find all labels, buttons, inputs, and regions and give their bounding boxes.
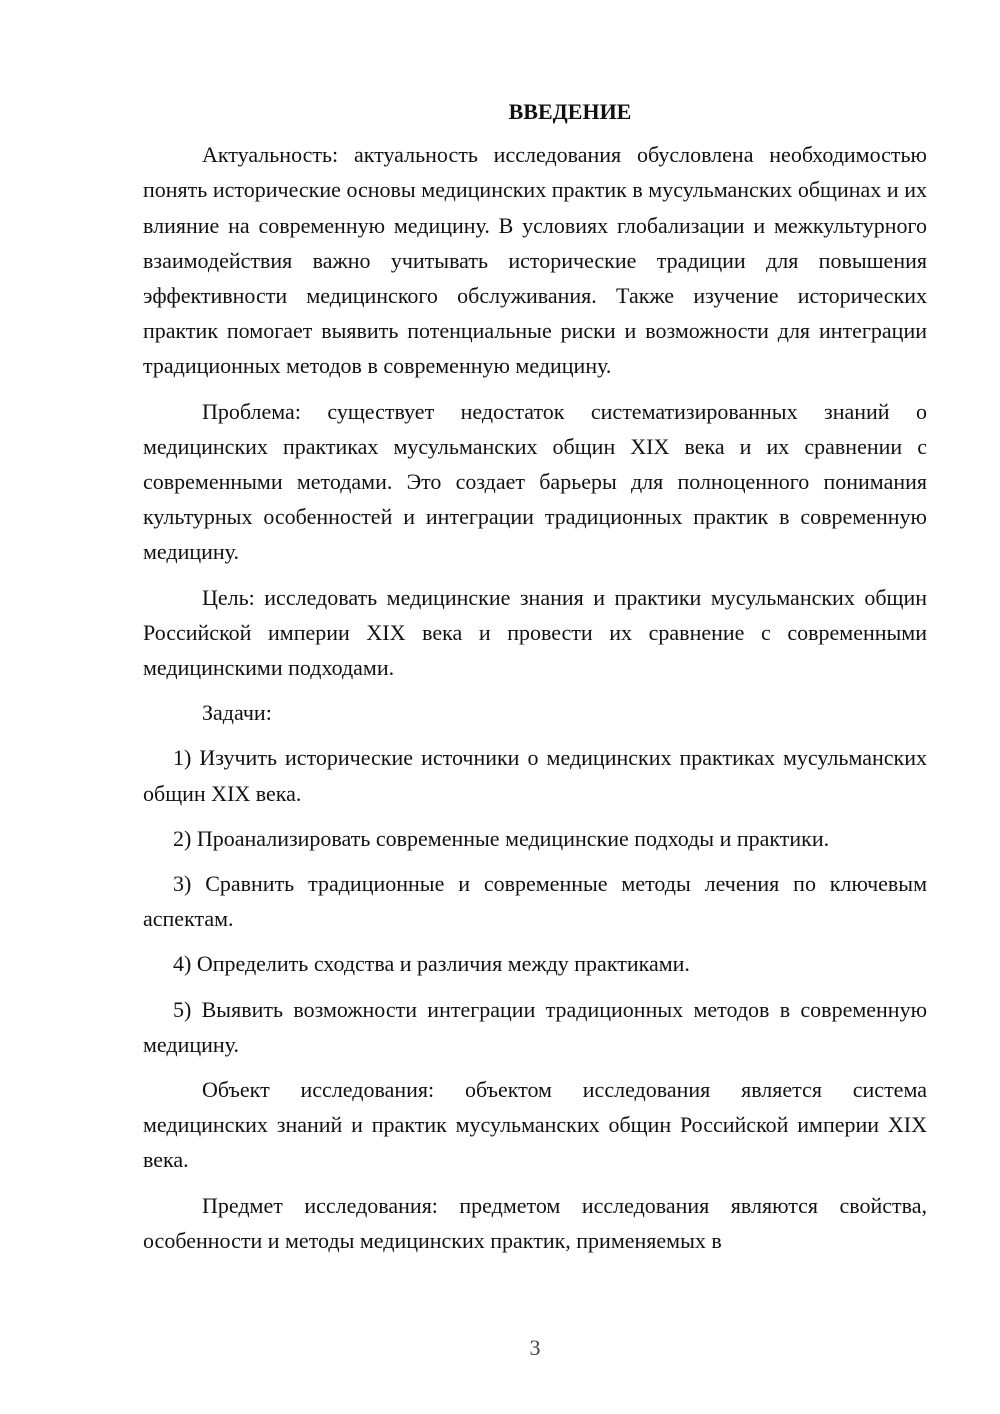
paragraph-goal: Цель: исследовать медицинские знания и практики мусульманских общин Российской империи XIX века и провести их сравнение с современными медицинскими подходами. xyxy=(143,584,927,681)
tasks-heading: Задачи: xyxy=(202,700,272,726)
task-item-5: 5) Выявить возможности интеграции традиционных методов в современную медицину. xyxy=(143,996,927,1057)
task-item-4: 4) Определить сходства и различия между практиками. xyxy=(173,951,690,977)
paragraph-problem: Проблема: существует недостаток систематизированных знаний о медицинских практиках мусульманских общин XIX века и их сравнении с современными методами. Это создает барьеры для полноценного понимания культурных особенностей и интеграции традиционных практик в современную медицину. xyxy=(143,398,927,565)
page-title: ВВЕДЕНИЕ xyxy=(508,99,632,124)
paragraph-relevance: Актуальность: актуальность исследования обусловлена необходимостью понять исторические основы медицинских практик в мусульманских общинах и их влияние на современную медицину. В условиях глобализации и межкультурного взаимодействия важно учитывать исторические традиции для повышения эффективности медицинского обслуживания. Также изучение исторических практик помогает выявить потенциальные риски и возможности для интеграции традиционных методов в современную медицину. xyxy=(143,142,927,379)
paragraph-subject: Предмет исследования: предметом исследования являются свойства, особенности и методы медицинских практик, применяемых в xyxy=(143,1192,927,1253)
page-number: 3 xyxy=(529,1335,541,1360)
task-item-2: 2) Проанализировать современные медицинские подходы и практики. xyxy=(173,825,830,851)
task-item-3: 3) Сравнить традиционные и современные методы лечения по ключевым аспектам. xyxy=(143,871,927,932)
task-item-1: 1) Изучить исторические источники о медицинских практиках мусульманских общин XIX века. xyxy=(143,745,927,806)
paragraph-object: Объект исследования: объектом исследования является система медицинских знаний и практик мусульманских общин Российской империи XIX века. xyxy=(143,1077,927,1173)
